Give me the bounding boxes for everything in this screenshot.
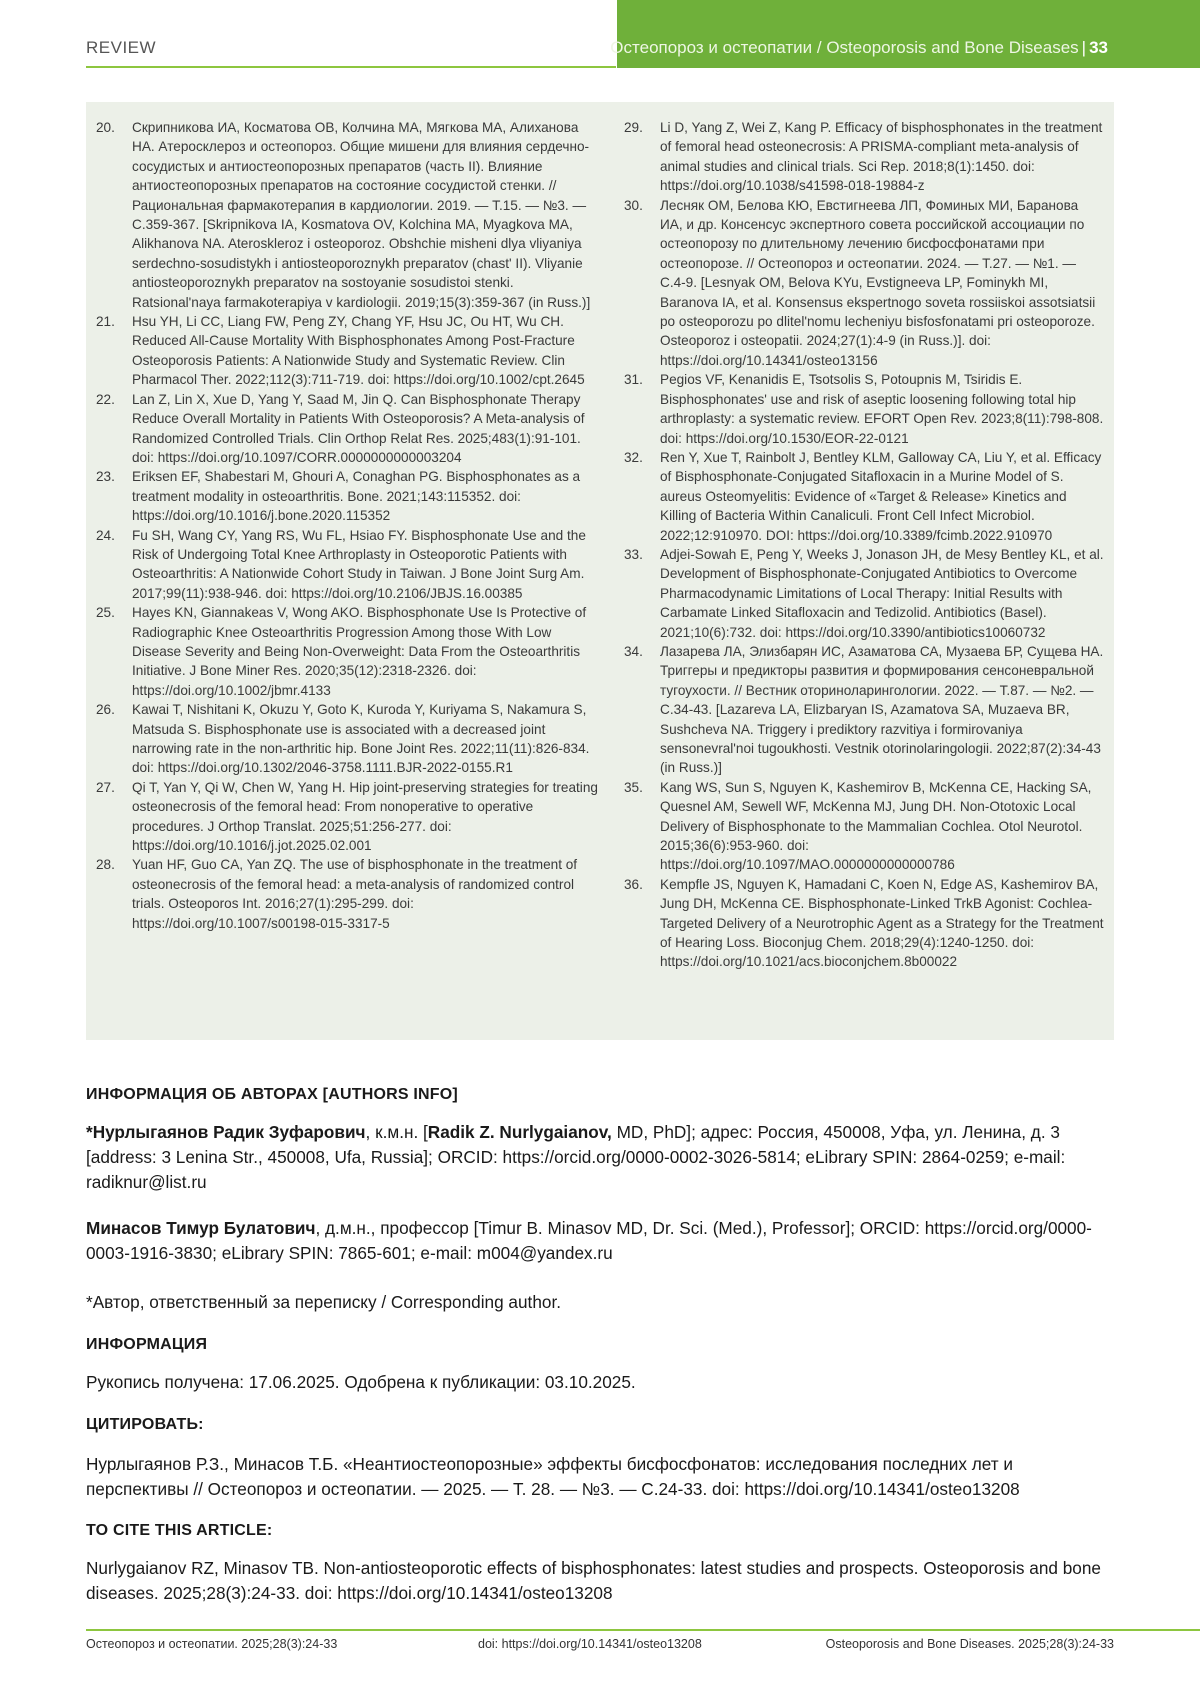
reference-number: 26.	[96, 702, 115, 718]
reference-item	[624, 778, 1104, 875]
reference-number: 21.	[96, 314, 115, 330]
reference-item	[96, 390, 601, 468]
references-box	[86, 102, 1114, 1040]
journal-header	[610, 38, 1108, 58]
reference-number: 24.	[96, 527, 115, 543]
author-1-degree: , к.м.н. [	[365, 1122, 428, 1142]
reference-number: 32.	[624, 449, 643, 465]
reference-number: 28.	[96, 857, 115, 873]
reference-number: 36.	[624, 876, 643, 892]
info-heading: ИНФОРМАЦИЯ	[86, 1336, 208, 1353]
author-1	[86, 1120, 1114, 1195]
reference-text: Kempfle JS, Nguyen K, Hamadani C, Koen N, Edge AS, Kashemirov BA, Jung DH, McKenna CE. Bisphosphonate-Linked TrkB Agonist: Cochlea-Targeted Delivery of a Neurotrophic Agent as a Strategy for the Treatment of Hearing Loss. Bioconjug Chem. 2018;29(4):1240-1250. doi: https://doi.org/10.1021/acs.bioconjchem.8b00022	[660, 876, 1104, 970]
reference-item	[96, 855, 601, 933]
footer-doi: doi: https://doi.org/10.14341/osteo13208	[478, 1637, 702, 1651]
reference-item	[624, 448, 1104, 545]
reference-text: Li D, Yang Z, Wei Z, Kang P. Efficacy of bisphosphonates in the treatment of femoral head osteonecrosis: A PRISMA-compliant meta-analysis of animal studies and clinical trials. Sci Rep. 2018;8(1):1450. doi: https://doi.org/10.1038/s41598-018-19884-z	[660, 120, 1103, 194]
reference-text: Fu SH, Wang CY, Yang RS, Wu FL, Hsiao FY. Bisphosphonate Use and the Risk of Undergoing Total Knee Arthroplasty in Osteoporotic Patients with Osteoarthritis: A Nationwide Cohort Study in Taiwan. J Bone Joint Surg Am. 2017;99(11):938-946. doi: https://doi.org/10.2106/JBJS.16.00385	[132, 527, 586, 601]
journal-name: Остеопороз и остеопатии / Osteoporosis and Bone Diseases	[610, 38, 1079, 57]
reference-text: Eriksen EF, Shabestari M, Ghouri A, Conaghan PG. Bisphosphonates as a treatment modality in osteoarthritis. Bone. 2021;143:115352. doi: https://doi.org/10.1016/j.bone.2020.115352	[132, 469, 581, 524]
cite-en-text: Nurlygaianov RZ, Minasov TB. Non-antiosteoporotic effects of bisphosphonates: latest studies and prospects. Osteoporosis and bone diseases. 2025;28(3):24-33. doi: https://doi.org/10.14341/osteo13208	[86, 1558, 1101, 1603]
author-1-details: MD, PhD]; адрес: Россия, 450008, Уфа, ул. Ленина, д. 3 [address: 3 Lenina Str., 450008, Ufa, Russia]; ORCID: https://orcid.org/0000-0002-3026-5814; eLibrary SPIN: 2864-0259; e-mail: radiknur@list.ru	[86, 1122, 1066, 1192]
reference-text: Pegios VF, Kenanidis E, Tsotsolis S, Potoupnis M, Tsiridis E. Bisphosphonates' use and risk of aseptic loosening following total hip arthroplasty: a systematic review. EFORT Open Rev. 2023;8(11):798-808. doi: https://doi.org/10.1530/EOR-22-0121	[660, 372, 1104, 446]
reference-text: Kawai T, Nishitani K, Okuzu Y, Goto K, Kuroda Y, Kuriyama S, Nakamura S, Matsuda S. Bisphosphonate use is associated with a decreased joint narrowing rate in the non-arthritic hip. Bone Joint Res. 2022;11(11):826-834. doi: https://doi.org/10.1302/2046-3758.1111.BJR-2022-0155.R1	[132, 702, 590, 776]
reference-item	[96, 467, 601, 525]
cite-en-heading: TO CITE THIS ARTICLE:	[86, 1522, 273, 1539]
section-label: REVIEW	[86, 38, 157, 57]
footer-right: Osteoporosis and Bone Diseases. 2025;28(3):24-33	[825, 1637, 1114, 1651]
reference-item	[96, 118, 601, 312]
reference-text: Ren Y, Xue T, Rainbolt J, Bentley KLM, Galloway CA, Liu Y, et al. Efficacy of Bisphosphonate-Conjugated Sitafloxacin in a Murine Model of S. aureus Osteomyelitis: Evidence of «Target & Release» Kinetics and Killing of Bacteria Within Canaliculi. Front Cell Infect Microbiol. 2022;12:910970. DOI: https://doi.org/10.3389/fcimb.2022.910970	[660, 449, 1102, 543]
reference-text: Yuan HF, Guo CA, Yan ZQ. The use of bisphosphonate in the treatment of osteonecrosis of the femoral head: a meta-analysis of randomized control trials. Osteoporos Int. 2016;27(1):295-299. doi: https://doi.org/10.1007/s00198-015-3317-5	[132, 857, 578, 931]
reference-number: 25.	[96, 605, 115, 621]
reference-item	[624, 875, 1104, 972]
reference-number: 20.	[96, 120, 115, 135]
cite-ru-text: Нурлыгаянов Р.З., Минасов Т.Б. «Неантиостеопорозные» эффекты бисфосфонатов: исследования последних лет и перспективы // Остеопороз и остеопатии. — 2025. — Т. 28. — №3. — С.24-33. doi: https://doi.org/10.14341/osteo13208	[86, 1454, 1020, 1499]
reference-number: 29.	[624, 120, 643, 135]
reference-number: 35.	[624, 779, 643, 795]
reference-item	[96, 603, 601, 700]
author-1-name: *Нурлыгаянов Радик Зуфарович	[86, 1122, 366, 1142]
reference-item	[624, 196, 1104, 371]
author-2-name: Минасов Тимур Булатович	[86, 1218, 316, 1238]
author-2	[86, 1216, 1114, 1266]
reference-text: Скрипникова ИА, Косматова ОВ, Колчина МА, Мягкова МА, Алиханова НА. Атеросклероз и остеопороз. Общие мишени для влияния сердечно-сосудистых и антиостеопорозных препаратов (часть II). Влияние антиостеопорозных препаратов на состояние сосудистой стенки. // Рациональная фармакотерапия в кардиологии. 2019. — Т.15. — №3. — С.359-367. [Skripnikova IA, Kosmatova OV, Kolchina MA, Myagkova MA, Alikhanova NA. Ateroskleroz i osteoporoz. Obshchie misheni dlya vliyaniya serdechno-sosudistykh i antiosteoporoznykh preparatov (chast' II). Vliyanie antiosteoporoznykh preparatov na sostoyanie sosudistoi stenki. Ratsional'naya farmakoterapiya v kardiologii. 2019;15(3):359-367 (in Russ.)]	[132, 120, 591, 310]
reference-item	[624, 118, 1104, 196]
reference-number: 23.	[96, 469, 115, 485]
reference-item	[624, 642, 1104, 778]
reference-text: Hayes KN, Giannakeas V, Wong AKO. Bisphosphonate Use Is Protective of Radiographic Knee Osteoarthritis Progression Among those With Low Disease Severity and Being Non-Overweight: Data From the Osteoarthritis Initiative. J Bone Miner Res. 2020;35(12):2318-2326. doi: https://doi.org/10.1002/jbmr.4133	[132, 605, 587, 698]
reference-text: Lan Z, Lin X, Xue D, Yang Y, Saad M, Jin Q. Can Bisphosphonate Therapy Reduce Overall Mortality in Patients With Osteoporosis? A Meta-analysis of Randomized Controlled Trials. Clin Orthop Relat Res. 2025;483(1):91-101. doi: https://doi.org/10.1097/CORR.0000000000003204	[132, 391, 585, 465]
reference-number: 34.	[624, 643, 643, 659]
corresponding-note: *Автор, ответственный за переписку / Corresponding author.	[86, 1292, 561, 1312]
reference-item	[96, 526, 601, 604]
page-number: 33	[1089, 38, 1108, 57]
reference-item	[624, 545, 1104, 642]
cite-ru-heading: ЦИТИРОВАТЬ:	[86, 1416, 204, 1433]
references-left-column	[96, 118, 601, 933]
reference-text: Hsu YH, Li CC, Liang FW, Peng ZY, Chang YF, Hsu JC, Ou HT, Wu CH. Reduced All-Cause Mortality With Bisphosphonates Among Post-Fracture Osteoporosis Patients: A Nationwide Study and Systematic Review. Clin Pharmacol Ther. 2022;112(3):711-719. doi: https://doi.org/10.1002/cpt.2645	[132, 314, 585, 388]
reference-text: Qi T, Yan Y, Qi W, Chen W, Yang H. Hip joint-preserving strategies for treating osteonecrosis of the femoral head: From nonoperative to operative procedures. J Orthop Translat. 2025;51:256-277. doi: https://doi.org/10.1016/j.jot.2025.02.001	[132, 779, 598, 854]
reference-number: 30.	[624, 197, 643, 213]
reference-item	[96, 312, 601, 390]
footer-left: Остеопороз и остеопатии. 2025;28(3):24-33	[86, 1637, 338, 1651]
reference-number: 33.	[624, 546, 643, 562]
reference-number: 31.	[624, 372, 643, 388]
reference-item	[96, 778, 601, 856]
reference-text: Adjei-Sowah E, Peng Y, Weeks J, Jonason JH, de Mesy Bentley KL, et al. Development of Bisphosphonate-Conjugated Antibiotics to Overcome Pharmacodynamic Limitations of Local Therapy: Initial Results with Carbamate Linked Sitafloxacin and Tedizolid. Antibiotics (Basel). 2021;10(6):732. doi: https://doi.org/10.3390/antibiotics10060732	[660, 546, 1104, 640]
header-rule	[86, 66, 616, 68]
reference-item	[96, 700, 601, 778]
reference-number: 22.	[96, 391, 115, 407]
reference-number: 27.	[96, 779, 115, 795]
header-separator: |	[1081, 38, 1087, 57]
author-2-details: , д.м.н., профессор [Timur B. Minasov MD, Dr. Sci. (Med.), Professor]; ORCID: https://orcid.org/0000-0003-1916-3830; eLibrary SPIN: 7865-601; e-mail: m004@yandex.ru	[86, 1218, 1092, 1263]
reference-text: Лазарева ЛА, Элизбарян ИС, Азаматова СА, Музаева БР, Сущева НА. Триггеры и предикторы развития и формирования сенсоневральной тугоухости. // Вестник оториноларингологии. 2022. — Т.87. — №2. — С.34-43. [Lazareva LA, Elizbaryan IS, Azamatova SA, Muzaeva BR, Sushcheva NA. Triggery i prediktory razvitiya i formirovaniya sensonevral'noi tugoukhosti. Vestnik otorinolaringologii. 2022;87(2):34-43 (in Russ.)]	[660, 643, 1104, 776]
references-right-column	[624, 118, 1104, 972]
reference-text: Лесняк ОМ, Белова КЮ, Евстигнеева ЛП, Фоминых МИ, Баранова ИА, и др. Консенсус экспертного совета российской ассоциации по остеопорозу по длительному лечению бисфосфонатами при остеопорозе. // Остеопороз и остеопатии. 2024. — Т.27. — №1. — С.4-9. [Lesnyak OM, Belova KYu, Evstigneeva LP, Fominykh MI, Baranova IA, et al. Konsensus ekspertnogo soveta rossiiskoi assotsiatsii po osteoporozu po dlitel'nomu lecheniyu bisfosfonatami pri osteoporoze. Osteoporoz i osteopatii. 2024;27(1):4-9 (in Russ.)]. doi: https://doi.org/10.14341/osteo13156	[660, 197, 1096, 368]
reference-text: Kang WS, Sun S, Nguyen K, Kashemirov B, McKenna CE, Hacking SA, Quesnel AM, Sewell WF, McKenna MJ, Jung DH. Non-Ototoxic Local Delivery of Bisphosphonate to the Mammalian Cochlea. Otol Neurotol. 2015;36(6):953-960. doi: https://doi.org/10.1097/MAO.0000000000000786	[660, 779, 1092, 873]
reference-item	[624, 370, 1104, 448]
info-text: Рукопись получена: 17.06.2025. Одобрена к публикации: 03.10.2025.	[86, 1372, 636, 1392]
author-1-name-en: Radik Z. Nurlygaianov,	[427, 1122, 612, 1142]
footer-rule	[86, 1629, 1200, 1631]
authors-heading: ИНФОРМАЦИЯ ОБ АВТОРАХ [AUTHORS INFO]	[86, 1086, 458, 1103]
